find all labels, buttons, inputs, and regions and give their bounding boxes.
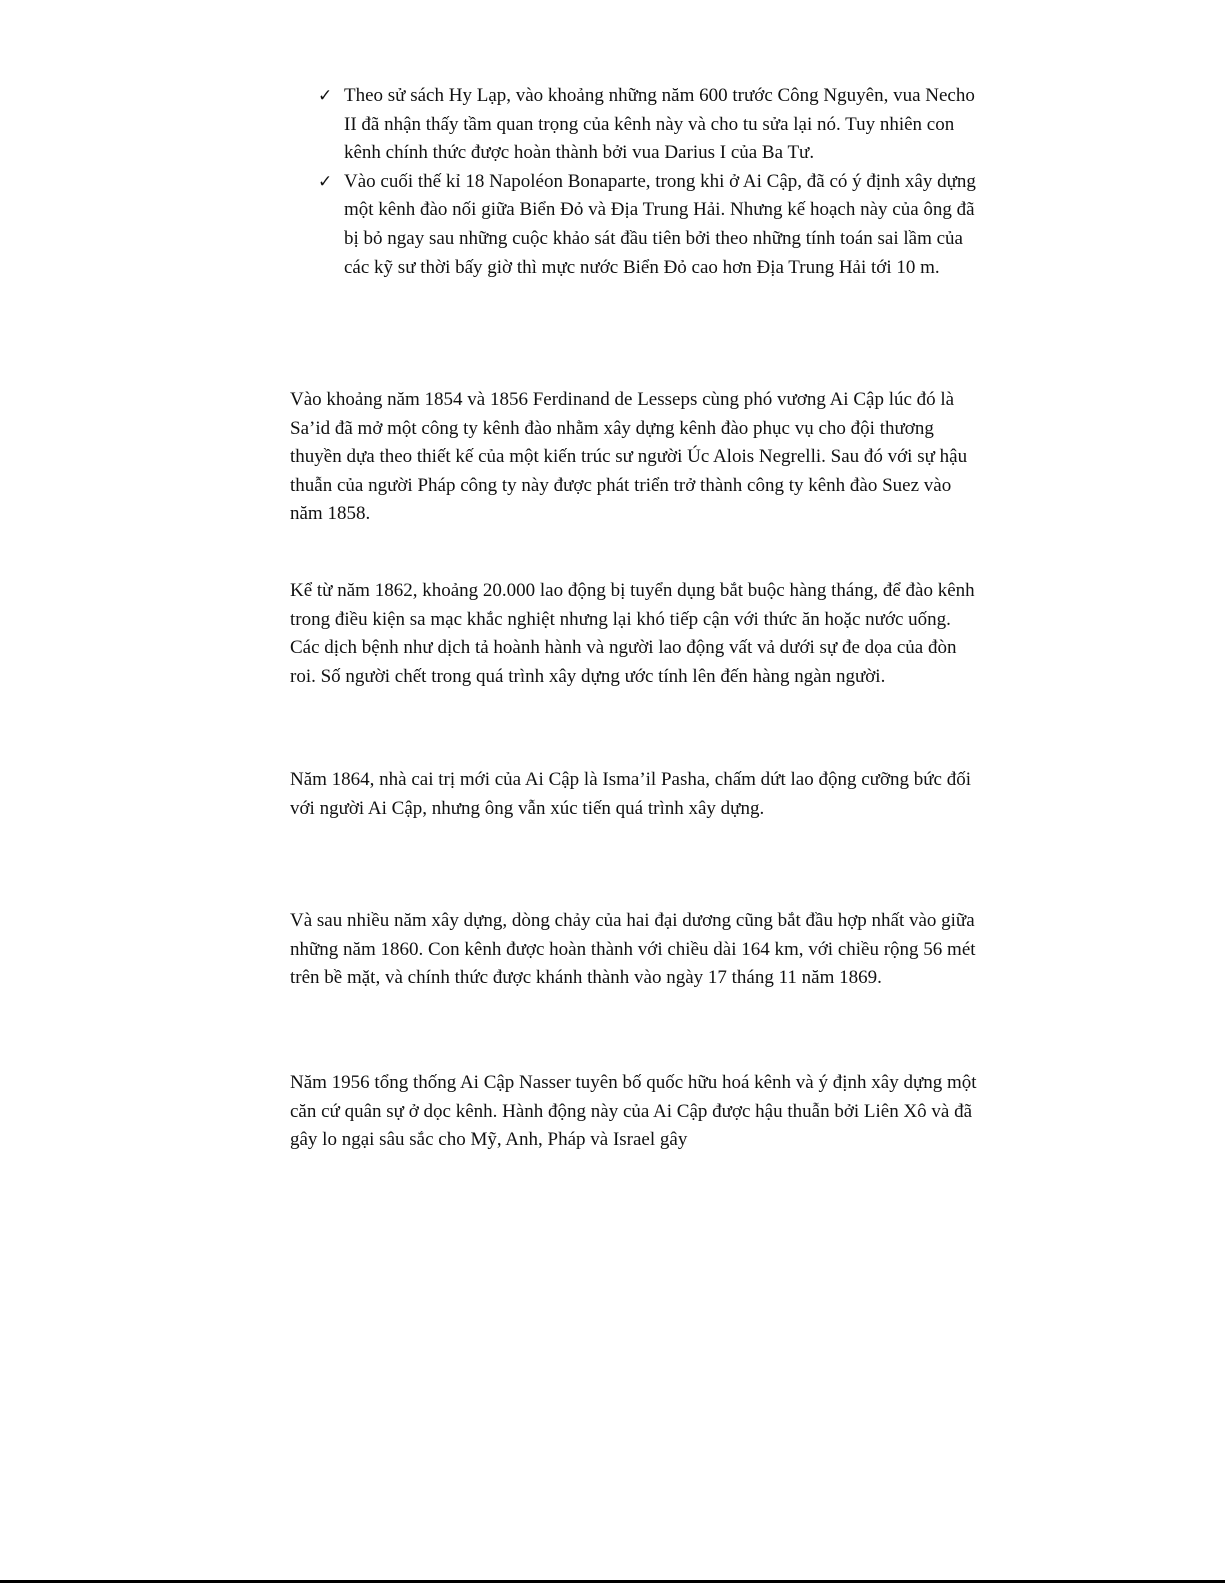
bullet-item (318, 168, 978, 282)
paragraph-lesseps: Vào khoảng năm 1854 và 1856 Ferdinand de Lesseps cùng phó vương Ai Cập lúc đó là Sa’id đã mở một công ty kênh đào nhằm xây dựng kênh đào phục vụ cho đội thương thuyền dựa theo thiết kế của một kiến trúc sư người Úc Alois Negrelli. Sau đó với sự hậu thuẫn của người Pháp công ty này được phát triển trở thành công ty kênh đào Suez vào năm 1858. (290, 389, 968, 525)
bullet-text: Vào cuối thế kỉ 18 Napoléon Bonaparte, trong khi ở Ai Cập, đã có ý định xây dựng một kênh đào nối giữa Biển Đỏ và Địa Trung Hải. Nhưng kế hoạch này của ông đã bị bỏ ngay sau những cuộc khảo sát đầu tiên bởi theo những tính toán sai lầm của các kỹ sư thời bấy giờ thì mực nước Biển Đỏ cao hơn Địa Trung Hải tới 10 m. (344, 170, 976, 278)
page-bottom-border (0, 1580, 1225, 1583)
bullet-list (318, 82, 978, 282)
paragraph-completion: Và sau nhiều năm xây dựng, dòng chảy của hai đại dương cũng bắt đầu hợp nhất vào giữa những năm 1860. Con kênh được hoàn thành với chiều dài 164 km, với chiều rộng 56 mét trên bề mặt, và chính thức được khánh thành vào ngày 17 tháng 11 năm 1869. (290, 910, 976, 989)
bullet-text: Theo sử sách Hy Lạp, vào khoảng những năm 600 trước Công Nguyên, vua Necho II đã nhận thấy tầm quan trọng của kênh này và cho tu sửa lại nó. Tuy nhiên con kênh chính thức được hoàn thành bởi vua Darius I của Ba Tư. (344, 85, 975, 164)
checkmark-icon: ✓ (318, 171, 333, 192)
paragraph-ismail: Năm 1864, nhà cai trị mới của Ai Cập là Isma’il Pasha, chấm dứt lao động cưỡng bức đối với người Ai Cập, nhưng ông vẫn xúc tiến quá trình xây dựng. (290, 769, 972, 819)
paragraph-labor: Kể từ năm 1862, khoảng 20.000 lao động bị tuyển dụng bắt buộc hàng tháng, để đào kênh trong điều kiện sa mạc khắc nghiệt nhưng lại khó tiếp cận với thức ăn hoặc nước uống. Các dịch bệnh như dịch tả hoành hành và người lao động vất vả dưới sự đe dọa của đòn roi. Số người chết trong quá trình xây dựng ước tính lên đến hàng ngàn người. (290, 580, 975, 687)
paragraph-nasser: Năm 1956 tổng thống Ai Cập Nasser tuyên bố quốc hữu hoá kênh và ý định xây dựng một căn cứ quân sự ở dọc kênh. Hành động này của Ai Cập được hậu thuẫn bởi Liên Xô và đã gây lo ngại sâu sắc cho Mỹ, Anh, Pháp và Israel gây (290, 1072, 977, 1151)
checkmark-icon: ✓ (318, 86, 333, 106)
bullet-item (318, 82, 978, 168)
